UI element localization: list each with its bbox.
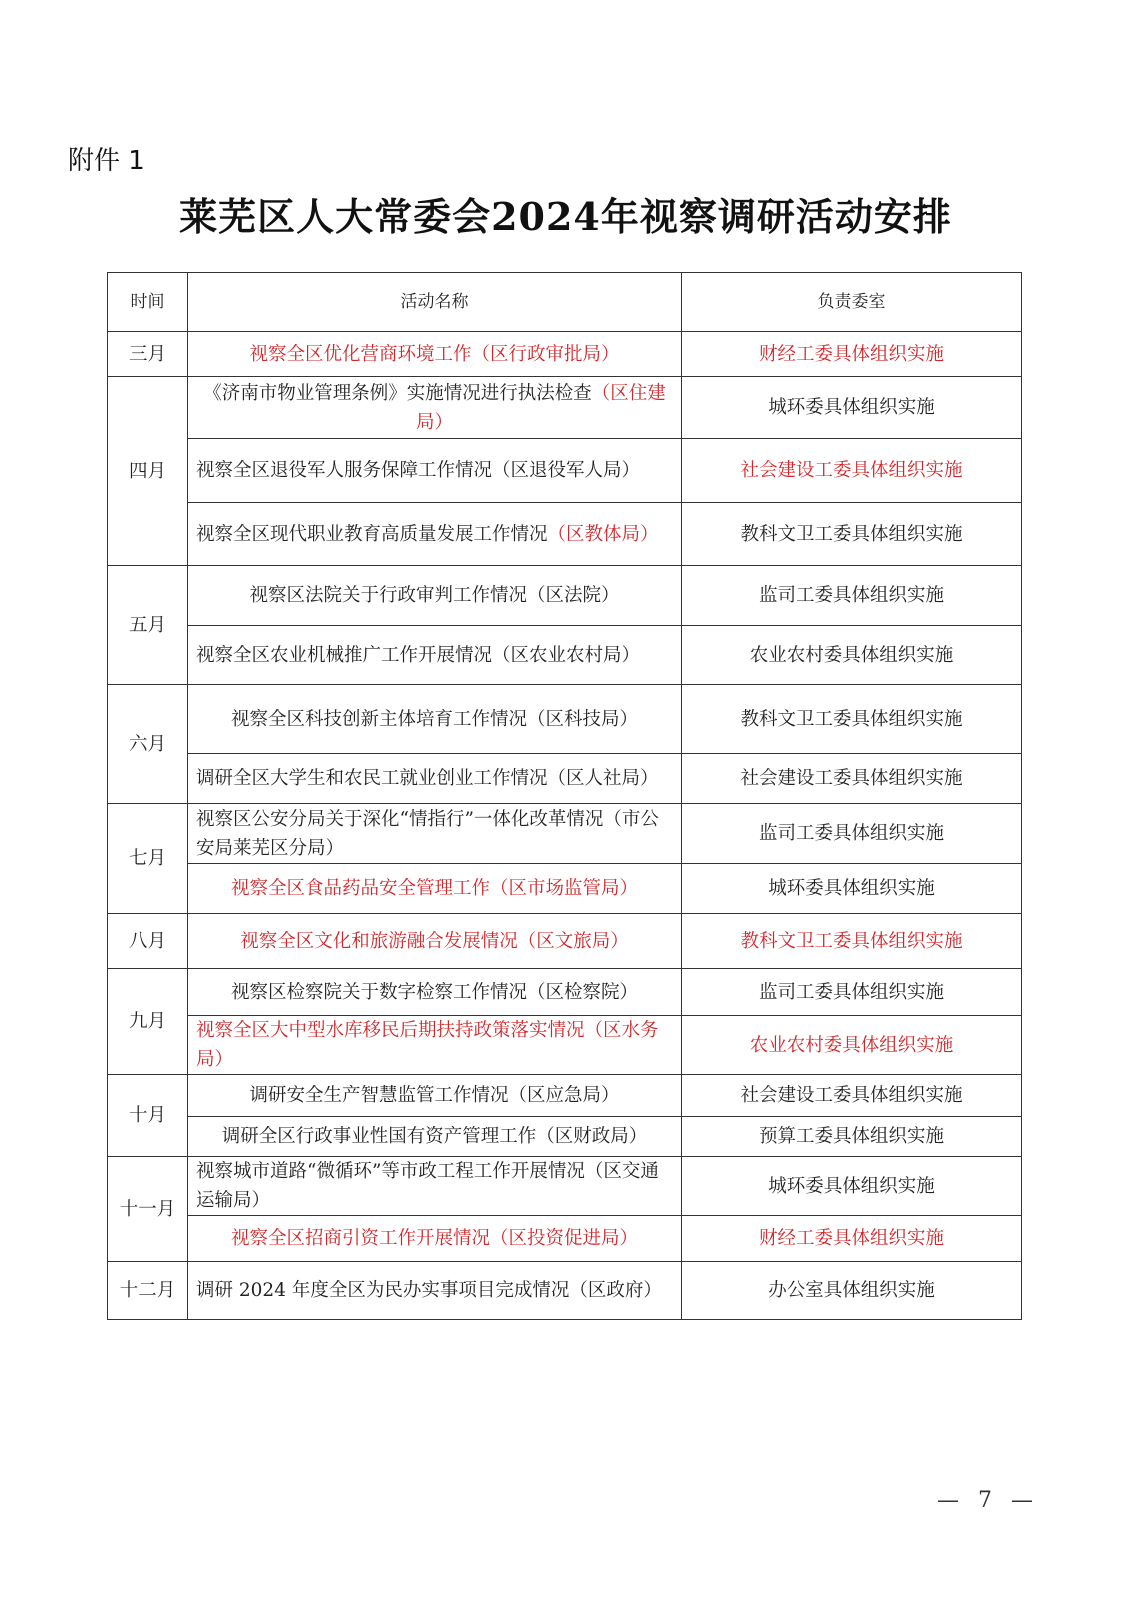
month-cell: 三月 — [108, 332, 188, 377]
month-cell: 九月 — [108, 969, 188, 1075]
header-time: 时间 — [108, 273, 188, 332]
activity-cell: 视察区检察院关于数字检察工作情况（区检察院） — [188, 969, 682, 1016]
activity-cell — [188, 377, 682, 439]
table-row — [108, 1117, 1022, 1157]
activity-cell: 调研全区行政事业性国有资产管理工作（区财政局） — [188, 1117, 682, 1157]
activity-cell: 视察全区食品药品安全管理工作（区市场监管局） — [188, 864, 682, 914]
activity-cell: 调研 2024 年度全区为民办实事项目完成情况（区政府） — [188, 1262, 682, 1320]
table-row — [108, 503, 1022, 566]
header-row — [108, 273, 1022, 332]
responsible-cell: 社会建设工委具体组织实施 — [682, 439, 1022, 503]
month-cell: 十二月 — [108, 1262, 188, 1320]
table-row — [108, 566, 1022, 626]
responsible-cell: 监司工委具体组织实施 — [682, 804, 1022, 864]
table-row — [108, 1016, 1022, 1075]
activity-cell: 视察区法院关于行政审判工作情况（区法院） — [188, 566, 682, 626]
activity-cell: 视察全区优化营商环境工作（区行政审批局） — [188, 332, 682, 377]
table-row — [108, 1216, 1022, 1262]
month-cell: 五月 — [108, 566, 188, 685]
responsible-cell: 财经工委具体组织实施 — [682, 1216, 1022, 1262]
table-row — [108, 864, 1022, 914]
activity-cell: 视察全区招商引资工作开展情况（区投资促进局） — [188, 1216, 682, 1262]
table-row — [108, 1262, 1022, 1320]
responsible-cell: 办公室具体组织实施 — [682, 1262, 1022, 1320]
activity-cell — [188, 503, 682, 566]
table-row — [108, 332, 1022, 377]
activity-cell: 视察区公安分局关于深化“情指行”一体化改革情况（市公安局莱芜区分局） — [188, 804, 682, 864]
page-title: 莱芜区人大常委会2024年视察调研活动安排 — [179, 194, 952, 239]
attachment-label: 附件 1 — [68, 146, 145, 176]
activity-cell: 视察全区农业机械推广工作开展情况（区农业农村局） — [188, 626, 682, 685]
activity-dept: （区住建局） — [415, 382, 666, 433]
activity-dept: （区教体局） — [547, 523, 659, 545]
header-activity: 活动名称 — [188, 273, 682, 332]
month-cell: 四月 — [108, 377, 188, 566]
activity-cell: 视察全区退役军人服务保障工作情况（区退役军人局） — [188, 439, 682, 503]
responsible-cell: 城环委具体组织实施 — [682, 864, 1022, 914]
responsible-cell: 城环委具体组织实施 — [682, 1157, 1022, 1216]
responsible-cell: 教科文卫工委具体组织实施 — [682, 914, 1022, 969]
responsible-cell: 农业农村委具体组织实施 — [682, 1016, 1022, 1075]
responsible-cell: 社会建设工委具体组织实施 — [682, 754, 1022, 804]
table-row — [108, 626, 1022, 685]
table-row — [108, 804, 1022, 864]
responsible-cell: 社会建设工委具体组织实施 — [682, 1075, 1022, 1117]
responsible-cell: 教科文卫工委具体组织实施 — [682, 503, 1022, 566]
month-cell: 六月 — [108, 685, 188, 804]
table-row — [108, 1157, 1022, 1216]
responsible-cell: 农业农村委具体组织实施 — [682, 626, 1022, 685]
activity-text: 视察全区现代职业教育高质量发展工作情况 — [196, 523, 548, 545]
activity-text: 《济南市物业管理条例》实施情况进行执法检查 — [203, 382, 592, 404]
responsible-cell: 教科文卫工委具体组织实施 — [682, 685, 1022, 754]
responsible-cell: 监司工委具体组织实施 — [682, 969, 1022, 1016]
activity-cell: 视察全区科技创新主体培育工作情况（区科技局） — [188, 685, 682, 754]
month-cell: 七月 — [108, 804, 188, 914]
month-cell: 十一月 — [108, 1157, 188, 1262]
activity-cell: 视察全区文化和旅游融合发展情况（区文旅局） — [188, 914, 682, 969]
activity-cell: 调研全区大学生和农民工就业创业工作情况（区人社局） — [188, 754, 682, 804]
table-row — [108, 377, 1022, 439]
table-row — [108, 754, 1022, 804]
responsible-cell: 城环委具体组织实施 — [682, 377, 1022, 439]
responsible-cell: 财经工委具体组织实施 — [682, 332, 1022, 377]
responsible-cell: 预算工委具体组织实施 — [682, 1117, 1022, 1157]
month-cell: 十月 — [108, 1075, 188, 1157]
header-responsible: 负责委室 — [682, 273, 1022, 332]
month-cell: 八月 — [108, 914, 188, 969]
activity-cell: 视察全区大中型水库移民后期扶持政策落实情况（区水务局） — [188, 1016, 682, 1075]
activity-cell: 视察城市道路“微循环”等市政工程工作开展情况（区交通运输局） — [188, 1157, 682, 1216]
table-row — [108, 914, 1022, 969]
table-row — [108, 685, 1022, 754]
activity-cell: 调研安全生产智慧监管工作情况（区应急局） — [188, 1075, 682, 1117]
page-number: — 7 — — [937, 1488, 1039, 1513]
table-row — [108, 439, 1022, 503]
table-row — [108, 1075, 1022, 1117]
table-row — [108, 969, 1022, 1016]
schedule-table — [107, 272, 1022, 1320]
responsible-cell: 监司工委具体组织实施 — [682, 566, 1022, 626]
